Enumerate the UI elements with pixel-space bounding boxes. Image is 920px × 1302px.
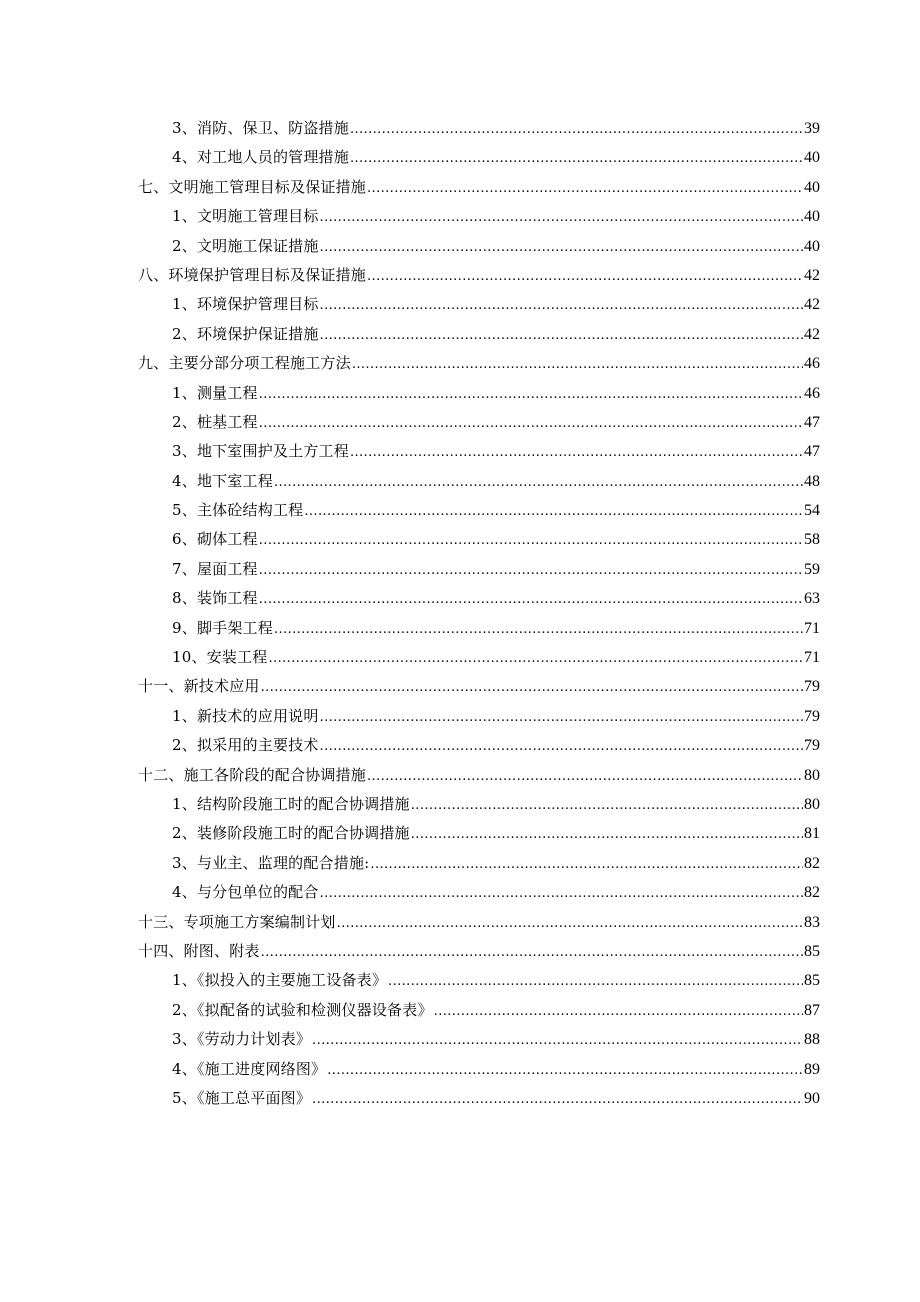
toc-dot-leader [259, 380, 803, 409]
toc-entry-title: 九、主要分部分项工程施工方法 [138, 354, 351, 373]
toc-page-number: 40 [804, 208, 820, 226]
toc-entry-title: 4、对工地人员的管理措施 [172, 148, 349, 167]
toc-entry-title: 3、地下室围护及土方工程 [172, 442, 349, 461]
toc-page-number: 90 [804, 1089, 820, 1107]
toc-dot-leader [259, 409, 803, 438]
toc-chapter-entry[interactable] [0, 908, 920, 937]
toc-entry-title: 9、脚手架工程 [172, 618, 273, 637]
toc-section-entry[interactable] [0, 1025, 920, 1054]
toc-entry-title: 十四、附图、附表 [138, 941, 260, 960]
toc-chapter-entry[interactable] [0, 349, 920, 378]
toc-section-entry[interactable] [0, 290, 920, 319]
toc-chapter-entry[interactable] [0, 937, 920, 966]
toc-dot-leader [274, 468, 803, 497]
toc-entry-title: 十二、施工各阶段的配合协调措施 [138, 765, 367, 784]
toc-section-entry[interactable] [0, 379, 920, 408]
toc-page-number: 46 [804, 355, 820, 373]
toc-entry-title: 2、环境保护保证措施 [172, 324, 319, 343]
toc-page-number: 48 [804, 472, 820, 490]
toc-dot-leader [320, 879, 803, 908]
toc-entry-title: 4、与分包单位的配合 [172, 883, 319, 902]
toc-chapter-entry[interactable] [0, 173, 920, 202]
toc-entry-title: 1、环境保护管理目标 [172, 295, 319, 314]
toc-dot-leader [352, 350, 803, 379]
toc-page-number: 40 [804, 178, 820, 196]
toc-entry-title: 1、结构阶段施工时的配合协调措施 [172, 794, 410, 813]
toc-dot-leader [320, 703, 803, 732]
toc-entry-title: 2、拟采用的主要技术 [172, 736, 319, 755]
toc-entry-title: 4、《施工进度网络图》 [172, 1059, 327, 1078]
toc-dot-leader [312, 1026, 803, 1055]
toc-dot-leader [259, 526, 803, 555]
toc-page-number: 79 [804, 707, 820, 725]
toc-chapter-entry[interactable] [0, 761, 920, 790]
toc-section-entry[interactable] [0, 525, 920, 554]
toc-entry-title: 2、文明施工保证措施 [172, 236, 319, 255]
toc-entry-title: 3、《劳动力计划表》 [172, 1030, 312, 1049]
toc-entry-title: 八、环境保护管理目标及保证措施 [138, 265, 367, 284]
toc-dot-leader [411, 791, 803, 820]
toc-page-number: 85 [804, 942, 820, 960]
toc-entry-title: 2、桩基工程 [172, 412, 258, 431]
toc-section-entry[interactable] [0, 320, 920, 349]
toc-page-number: 88 [804, 1031, 820, 1049]
toc-entry-title: 4、地下室工程 [172, 471, 273, 490]
toc-page-number: 39 [804, 120, 820, 137]
toc-entry-title: 十三、专项施工方案编制计划 [138, 912, 336, 931]
toc-entry-title: 7、屋面工程 [172, 559, 258, 578]
toc-page-number: 80 [804, 766, 820, 784]
toc-section-entry[interactable] [0, 584, 920, 613]
toc-dot-leader [259, 556, 803, 585]
toc-dot-leader [350, 438, 803, 467]
toc-section-entry[interactable] [0, 614, 920, 643]
toc-section-entry[interactable] [0, 849, 920, 878]
toc-section-entry[interactable] [0, 1055, 920, 1084]
toc-dot-leader [261, 938, 803, 967]
toc-section-entry[interactable] [0, 143, 920, 172]
toc-dot-leader [261, 673, 803, 702]
toc-section-entry[interactable] [0, 790, 920, 819]
toc-page-number: 40 [804, 149, 820, 167]
toc-page-number: 89 [804, 1060, 820, 1078]
toc-dot-leader [350, 115, 803, 144]
toc-dot-leader [411, 820, 803, 849]
toc-section-entry[interactable] [0, 996, 920, 1025]
toc-section-entry[interactable] [0, 731, 920, 760]
toc-page-number: 81 [804, 825, 820, 843]
toc-entry-title: 十一、新技术应用 [138, 677, 260, 696]
toc-dot-leader [274, 615, 803, 644]
toc-section-entry[interactable] [0, 878, 920, 907]
toc-section-entry[interactable] [0, 496, 920, 525]
toc-page-number: 82 [804, 884, 820, 902]
toc-entry-title: 2、《拟配备的试验和检测仪器设备表》 [172, 1000, 433, 1019]
toc-page-number: 71 [804, 649, 820, 667]
toc-page-number: 83 [804, 913, 820, 931]
toc-entry-title: 1、文明施工管理目标 [172, 207, 319, 226]
toc-page-number: 71 [804, 619, 820, 637]
toc-page-number: 85 [804, 972, 820, 990]
toc-section-entry[interactable] [0, 555, 920, 584]
toc-entry-title: 3、与业主、监理的配合措施: [172, 853, 370, 872]
toc-entry-title: 5、主体砼结构工程 [172, 501, 304, 520]
toc-page-number: 40 [804, 237, 820, 255]
toc-page-number: 87 [804, 1001, 820, 1019]
toc-entry-title: 3、消防、保卫、防盗措施 [172, 119, 349, 137]
toc-dot-leader [337, 909, 803, 938]
toc-section-entry[interactable] [0, 437, 920, 466]
toc-entry-title: 8、装饰工程 [172, 589, 258, 608]
toc-dot-leader [259, 585, 803, 614]
toc-dot-leader [434, 997, 803, 1026]
toc-dot-leader [312, 1085, 803, 1114]
toc-page-number: 79 [804, 678, 820, 696]
toc-page-number: 54 [804, 502, 820, 520]
toc-entry-title: 2、装修阶段施工时的配合协调措施 [172, 824, 410, 843]
toc-section-entry[interactable] [0, 408, 920, 437]
toc-dot-leader [320, 233, 803, 262]
toc-page-number: 47 [804, 413, 820, 431]
toc-page-number: 59 [804, 560, 820, 578]
toc-entry-title: 5、《施工总平面图》 [172, 1088, 312, 1107]
toc-page-number: 58 [804, 531, 820, 549]
toc-dot-leader [304, 497, 803, 526]
toc-dot-leader [320, 321, 803, 350]
table-of-contents [0, 114, 920, 1113]
toc-section-entry[interactable] [0, 819, 920, 848]
toc-section-entry[interactable] [0, 966, 920, 995]
toc-page-number: 80 [804, 795, 820, 813]
toc-page-number: 47 [804, 443, 820, 461]
toc-section-entry[interactable] [0, 467, 920, 496]
toc-section-entry[interactable] [0, 1084, 920, 1113]
toc-entry-title: 6、砌体工程 [172, 530, 258, 549]
toc-dot-leader [320, 732, 803, 761]
toc-chapter-entry[interactable] [0, 261, 920, 290]
toc-section-entry[interactable] [0, 643, 920, 672]
toc-entry-title: 1、《拟投入的主要施工设备表》 [172, 971, 388, 990]
toc-section-entry[interactable] [0, 232, 920, 261]
toc-dot-leader [388, 967, 803, 996]
toc-entry-title: 七、文明施工管理目标及保证措施 [138, 177, 367, 196]
toc-dot-leader [320, 291, 803, 320]
toc-dot-leader [320, 203, 803, 232]
toc-dot-leader [367, 262, 803, 291]
toc-entry-title: 1、测量工程 [172, 383, 258, 402]
toc-page-number: 42 [804, 296, 820, 314]
toc-entry-title: 1、新技术的应用说明 [172, 706, 319, 725]
toc-dot-leader [370, 850, 803, 879]
toc-page-number: 42 [804, 325, 820, 343]
toc-dot-leader [367, 762, 803, 791]
toc-section-entry[interactable] [0, 114, 920, 143]
toc-page-number: 63 [804, 590, 820, 608]
toc-page-number: 79 [804, 737, 820, 755]
toc-chapter-entry[interactable] [0, 672, 920, 701]
toc-entry-title: 10、安装工程 [172, 648, 268, 667]
toc-section-entry[interactable] [0, 702, 920, 731]
toc-page-number: 42 [804, 266, 820, 284]
toc-dot-leader [327, 1056, 803, 1085]
toc-section-entry[interactable] [0, 202, 920, 231]
toc-dot-leader [367, 174, 803, 203]
toc-dot-leader [269, 644, 804, 673]
toc-page-number: 46 [804, 384, 820, 402]
toc-dot-leader [350, 144, 803, 173]
toc-page-number: 82 [804, 854, 820, 872]
